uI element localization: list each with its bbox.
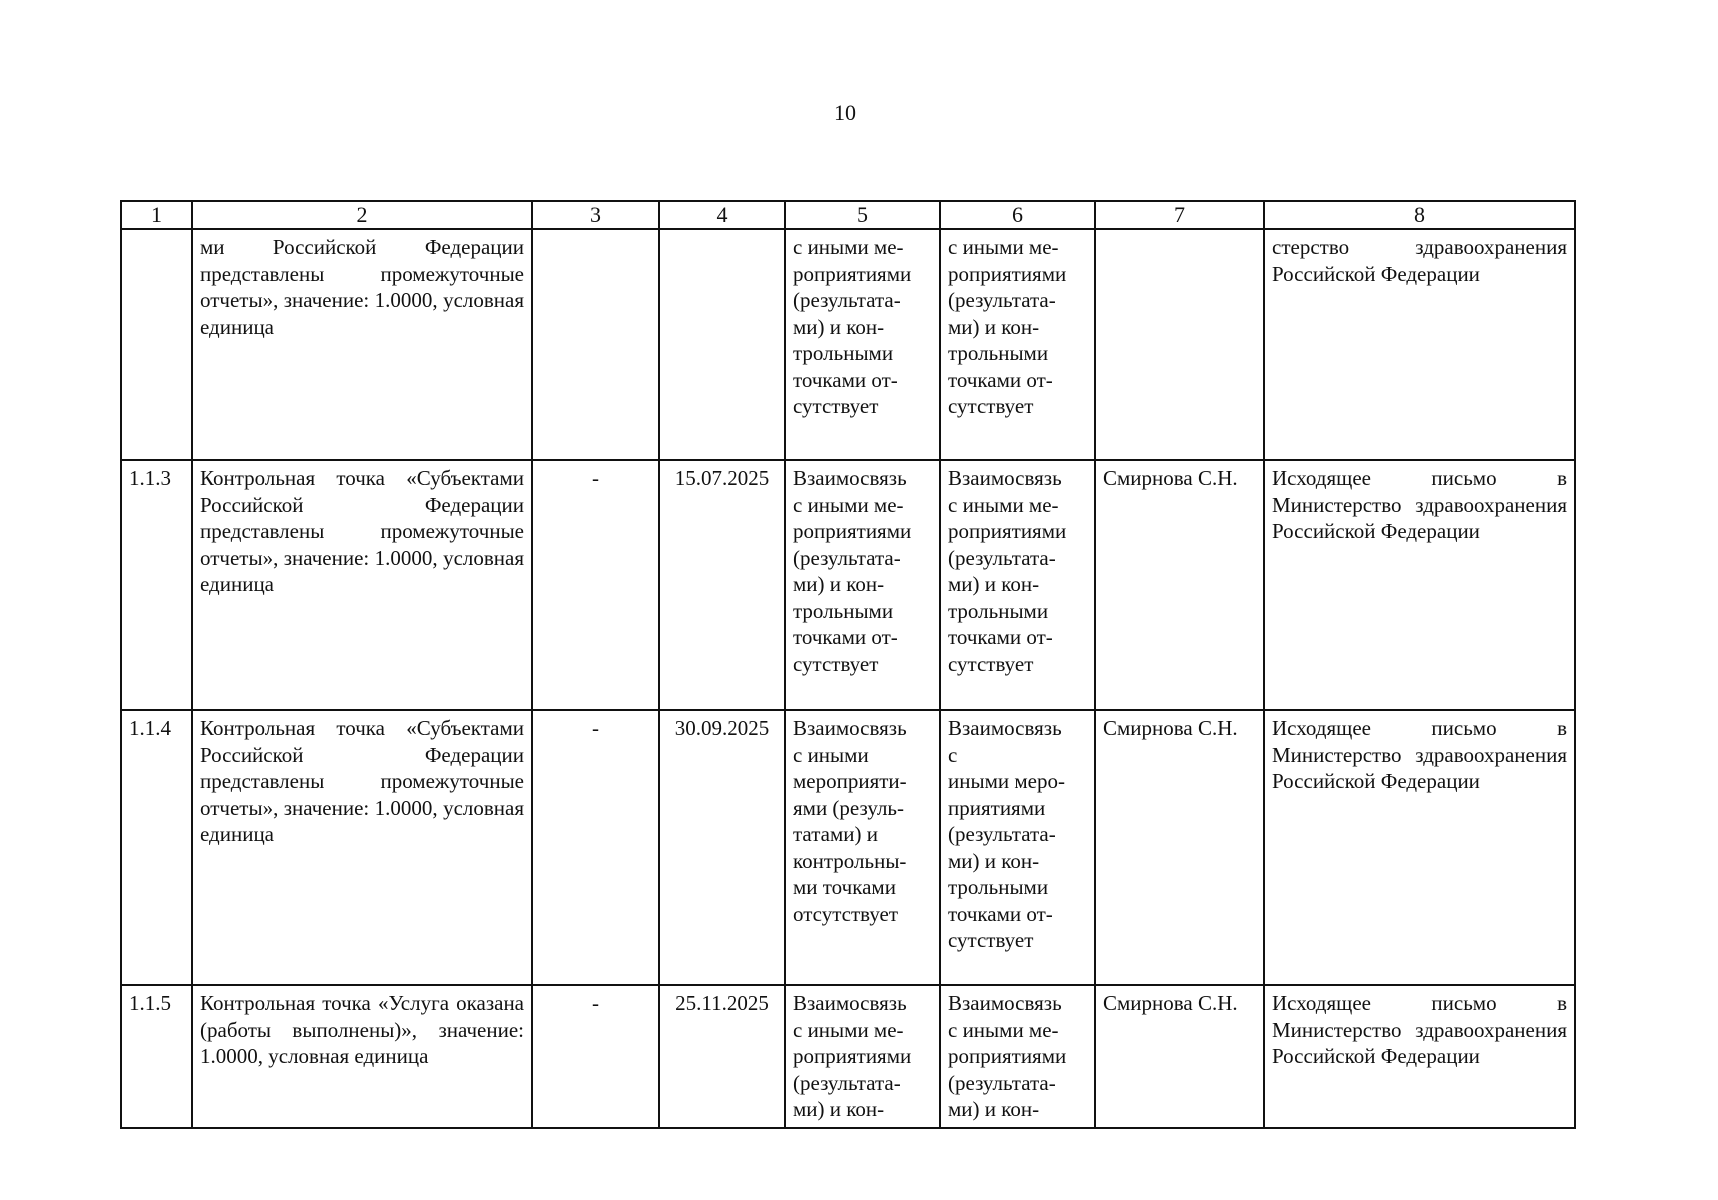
- column-header-1: 1: [121, 201, 192, 229]
- relation-cell: Взаимосвязь с иными ме- роприятиями (результата- ми) и кон-: [940, 985, 1095, 1128]
- row-number: 1.1.3: [121, 460, 192, 710]
- description-cell: Контрольная точка «Субъектами Российской Федерации представлены промежуточные отчеты», значение: 1.0000, условная единица: [192, 710, 532, 985]
- responsible-cell: Смирнова С.Н.: [1095, 985, 1264, 1128]
- responsible-cell: Смирнова С.Н.: [1095, 710, 1264, 985]
- document-table: [120, 200, 1576, 1129]
- document-cell: Исходящее письмо в Министерство здравоохранения Российской Федерации: [1264, 460, 1575, 710]
- description-cell: Контрольная точка «Услуга оказана (работы выполнены)», значение: 1.0000, условная единица: [192, 985, 532, 1128]
- document-cell: Исходящее письмо в Министерство здравоохранения Российской Федерации: [1264, 710, 1575, 985]
- row-number: 1.1.5: [121, 985, 192, 1128]
- row-number: 1.1.4: [121, 710, 192, 985]
- row-number: [121, 229, 192, 460]
- document-cell: Исходящее письмо в Министерство здравоохранения Российской Федерации: [1264, 985, 1575, 1128]
- responsible-cell: [1095, 229, 1264, 460]
- relation-cell: Взаимосвязь с иными ме- роприятиями (результата- ми) и кон- трольными точками от- сутствует: [785, 460, 940, 710]
- relation-cell: с иными ме- роприятиями (результата- ми) и кон- трольными точками от- сутствует: [940, 229, 1095, 460]
- page-number: 10: [834, 100, 856, 125]
- column-header-2: 2: [192, 201, 532, 229]
- column-header-4: 4: [659, 201, 785, 229]
- column-header-7: 7: [1095, 201, 1264, 229]
- relation-cell: Взаимосвязь с иными мероприяти- ями (резуль- татами) и контрольны- ми точками отсутствует: [785, 710, 940, 985]
- table-row: [121, 460, 1575, 710]
- relation-cell: с иными ме- роприятиями (результата- ми) и кон- трольными точками от- сутствует: [785, 229, 940, 460]
- responsible-cell: Смирнова С.Н.: [1095, 460, 1264, 710]
- header-row: [121, 201, 1575, 229]
- column-header-3: 3: [532, 201, 659, 229]
- column-3-cell: -: [532, 985, 659, 1128]
- column-3-cell: [532, 229, 659, 460]
- column-header-8: 8: [1264, 201, 1575, 229]
- description-cell: Контрольная точка «Субъектами Российской Федерации представлены промежуточные отчеты», значение: 1.0000, условная единица: [192, 460, 532, 710]
- date-cell: 30.09.2025: [659, 710, 785, 985]
- relation-cell: Взаимосвязь с иными ме- роприятиями (результата- ми) и кон-: [785, 985, 940, 1128]
- date-cell: 15.07.2025: [659, 460, 785, 710]
- column-3-cell: -: [532, 710, 659, 985]
- table-row: [121, 985, 1575, 1128]
- relation-cell: Взаимосвязь с иными ме- роприятиями (результата- ми) и кон- трольными точками от- сутствует: [940, 460, 1095, 710]
- document-cell: стерство здравоохранения Российской Федерации: [1264, 229, 1575, 460]
- table-row: [121, 710, 1575, 985]
- column-header-6: 6: [940, 201, 1095, 229]
- relation-cell: Взаимосвязь с иными меро- приятиями (результата- ми) и кон- трольными точками от- сутствует: [940, 710, 1095, 985]
- date-cell: [659, 229, 785, 460]
- column-3-cell: -: [532, 460, 659, 710]
- date-cell: 25.11.2025: [659, 985, 785, 1128]
- table-row: [121, 229, 1575, 460]
- column-header-5: 5: [785, 201, 940, 229]
- description-cell: ми Российской Федерации представлены промежуточные отчеты», значение: 1.0000, условная единица: [192, 229, 532, 460]
